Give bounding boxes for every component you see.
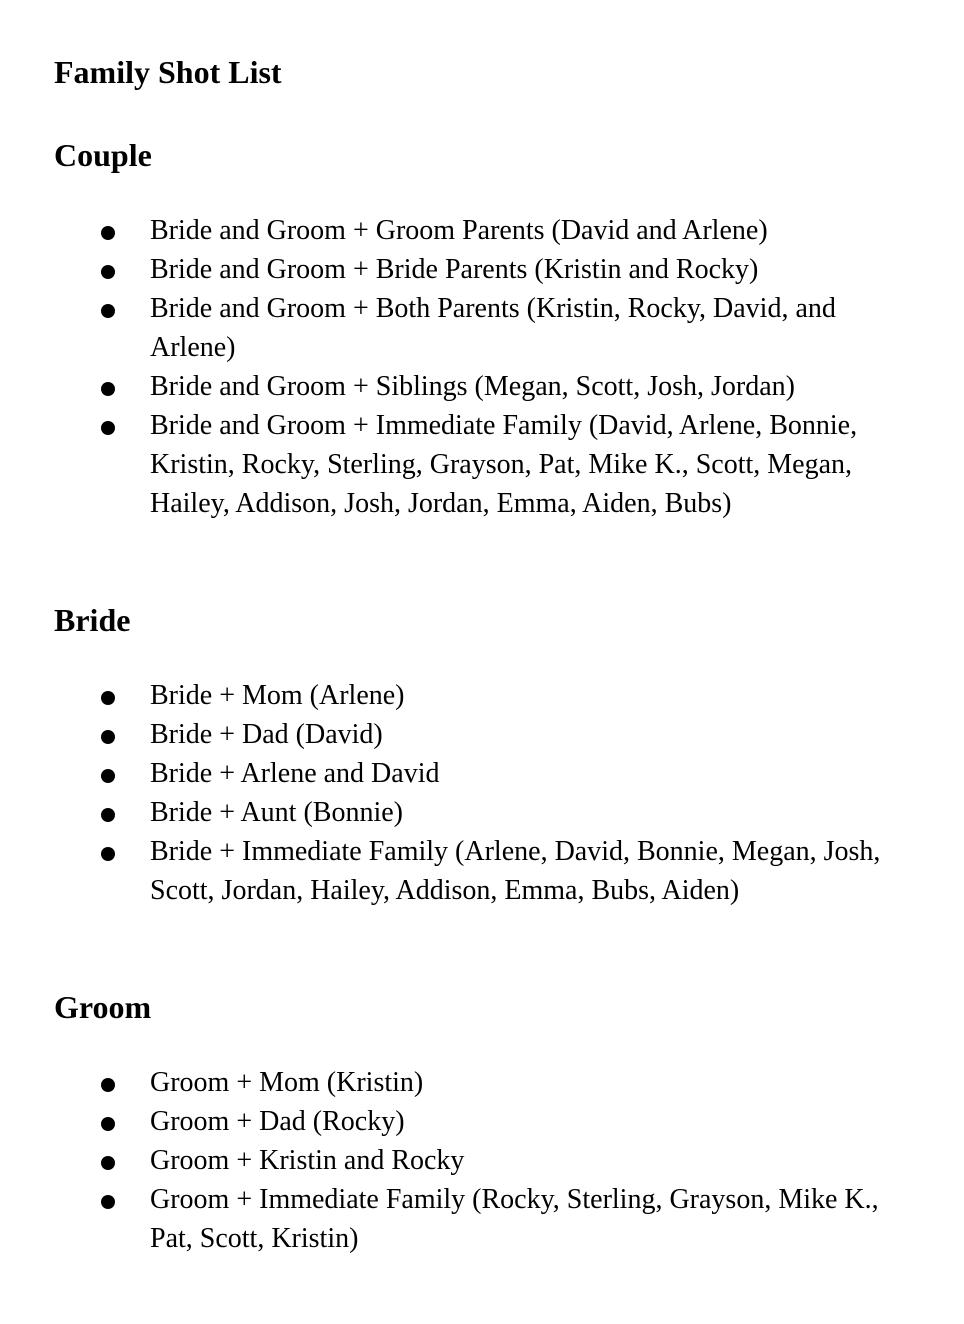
bullet-icon — [101, 769, 115, 783]
list-item — [0, 250, 964, 289]
list-item — [0, 367, 964, 406]
bullet-icon — [101, 304, 115, 318]
section-heading-bride: Bride — [54, 602, 131, 638]
list-item-text: Bride + Mom (Arlene) — [150, 680, 405, 711]
bullet-icon — [101, 1117, 115, 1131]
bride-shot-list — [0, 676, 964, 910]
list-item — [0, 1063, 964, 1102]
list-item-text: Groom + Dad (Rocky) — [150, 1106, 405, 1137]
list-item — [0, 676, 964, 715]
bullet-icon — [101, 226, 115, 240]
list-item-text: Bride + Dad (David) — [150, 719, 383, 750]
section-heading-groom: Groom — [54, 989, 152, 1025]
list-item — [0, 754, 964, 793]
list-item-text: Bride and Groom + Groom Parents (David and Arlene) — [150, 215, 768, 246]
list-item-text: Bride + Immediate Family (Arlene, David, Bonnie, Megan, Josh, Scott, Jordan, Hailey, Addison, Emma, Bubs, Aiden) — [150, 836, 881, 906]
bullet-icon — [101, 808, 115, 822]
document-title: Family Shot List — [54, 54, 282, 90]
groom-shot-list — [0, 1063, 964, 1258]
bullet-icon — [101, 265, 115, 279]
list-item-text: Groom + Kristin and Rocky — [150, 1145, 465, 1176]
list-item-text: Bride + Arlene and David — [150, 758, 440, 789]
list-item-text: Groom + Immediate Family (Rocky, Sterling, Grayson, Mike K., Pat, Scott, Kristin) — [150, 1184, 879, 1254]
bullet-icon — [101, 1078, 115, 1092]
list-item — [0, 793, 964, 832]
list-item-text: Bride and Groom + Siblings (Megan, Scott, Josh, Jordan) — [150, 371, 795, 402]
bullet-icon — [101, 730, 115, 744]
bullet-icon — [101, 1195, 115, 1209]
list-item-text: Bride and Groom + Bride Parents (Kristin and Rocky) — [150, 254, 759, 285]
list-item — [0, 211, 964, 250]
list-item — [0, 289, 964, 367]
list-item-text: Bride and Groom + Both Parents (Kristin, Rocky, David, and Arlene) — [150, 293, 836, 363]
couple-shot-list — [0, 211, 964, 523]
list-item — [0, 1180, 964, 1258]
list-item-text: Bride + Aunt (Bonnie) — [150, 797, 403, 828]
bullet-icon — [101, 382, 115, 396]
list-item-text: Bride and Groom + Immediate Family (David, Arlene, Bonnie, Kristin, Rocky, Sterling, Grayson, Pat, Mike K., Scott, Megan, Hailey, Addison, Josh, Jordan, Emma, Aiden, Bubs) — [150, 410, 858, 519]
list-item — [0, 1141, 964, 1180]
list-item-text: Groom + Mom (Kristin) — [150, 1067, 424, 1098]
list-item — [0, 715, 964, 754]
bullet-icon — [101, 1156, 115, 1170]
bullet-icon — [101, 691, 115, 705]
bullet-icon — [101, 847, 115, 861]
list-item — [0, 832, 964, 910]
list-item — [0, 406, 964, 523]
list-item — [0, 1102, 964, 1141]
bullet-icon — [101, 421, 115, 435]
section-heading-couple: Couple — [54, 137, 152, 173]
